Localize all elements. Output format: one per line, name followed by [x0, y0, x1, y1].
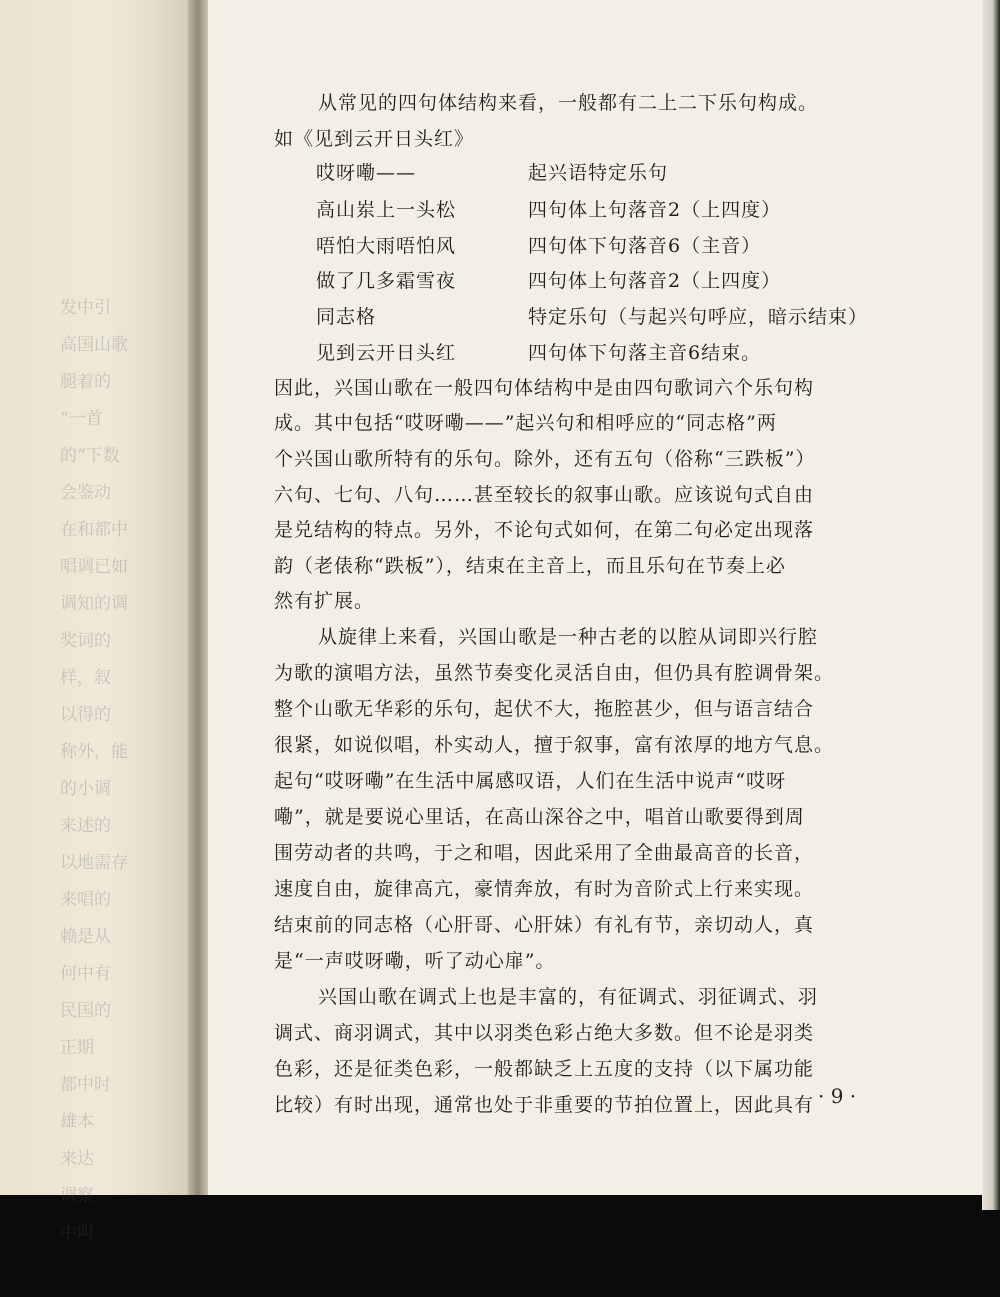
song-lyric: 做了几多霜雪夜: [316, 270, 457, 292]
bleed-line: 都中时: [60, 1075, 111, 1095]
text-line: 兴国山歌在调式上也是丰富的，有征调式、羽征调式、羽: [318, 986, 819, 1008]
left-page: [0, 0, 196, 1243]
bleed-line: 高国山歌: [60, 335, 128, 355]
text-line: 比较）有时出现，通常也处于非重要的节拍位置上，因此具有: [274, 1094, 815, 1116]
bleed-line: 来唱的: [60, 890, 111, 910]
text-line: 因此，兴国山歌在一般四句体结构中是由四句歌词六个乐句构: [274, 377, 815, 399]
song-lyric: 同志格: [316, 306, 377, 328]
bleed-line: 腿着的: [60, 372, 111, 392]
bleed-line: 调知的调: [60, 594, 128, 614]
song-note: 四句体下句落音6（主音）: [528, 235, 762, 257]
bleed-line: 在和都中: [60, 520, 128, 540]
bleed-line: 中叫: [60, 1223, 94, 1243]
song-lyric: 哎呀嘞——: [316, 162, 417, 184]
text-line: 起句“哎呀嘞”在生活中属感叹语，人们在生活中说声“哎呀: [274, 770, 787, 792]
bleed-line: 样，叙: [60, 668, 111, 688]
left-page-bleed-text: [60, 290, 190, 1252]
text-line: 如《见到云开日头红》: [274, 128, 475, 150]
bleed-line: 正期: [60, 1038, 94, 1058]
bleed-line: 称外，能: [60, 742, 128, 762]
bleed-line: 来述的: [60, 816, 111, 836]
bleed-line: 以地需存: [60, 853, 128, 873]
text-line: 个兴国山歌所特有的乐句。除外，还有五句（俗称“三跌板”）: [274, 448, 816, 470]
bleed-line: 赖是从: [60, 927, 111, 947]
bleed-line: 的小调: [60, 779, 111, 799]
text-line: 六句、七句、八句……甚至较长的叙事山歌。应该说句式自由: [274, 484, 815, 506]
bleed-line: 雄本: [60, 1112, 94, 1132]
text-line: 从旋律上来看，兴国山歌是一种古老的以腔从词即兴行腔: [318, 626, 819, 648]
bleed-line: 发中引: [60, 298, 111, 318]
song-note: 四句体上句落音2（上四度）: [528, 199, 782, 221]
page-number: · 9 ·: [818, 1084, 857, 1108]
bleed-line: 调察: [60, 1186, 94, 1206]
text-line: 围劳动者的共鸣，于之和唱，因此采用了全曲最高音的长音，: [274, 842, 815, 864]
book-gutter: [188, 0, 210, 1195]
text-line: 调式、商羽调式，其中以羽类色彩占绝大多数。但不论是羽类: [274, 1022, 815, 1044]
bleed-line: 来达: [60, 1149, 94, 1169]
bleed-line: “一首: [60, 409, 103, 429]
bleed-line: 奖词的: [60, 631, 111, 651]
text-line: 很紧，如说似唱，朴实动人，擅于叙事，富有浓厚的地方气息。: [274, 734, 835, 756]
text-line: 结束前的同志格（心肝哥、心肝妹）有礼有节，亲切动人，真: [274, 914, 815, 936]
song-lyric: 见到云开日头红: [316, 342, 457, 364]
bleed-line: 唱调已如: [60, 557, 128, 577]
bleed-line: 以得的: [60, 705, 111, 725]
song-note: 四句体下句落主音6结束。: [528, 342, 762, 364]
text-line: 整个山歌无华彩的乐句，起伏不大，拖腔甚少，但与语言结合: [274, 698, 815, 720]
text-line: 韵（老俵称“跌板”），结束在主音上，而且乐句在节奏上必: [274, 555, 786, 577]
bleed-line: 何中有: [60, 964, 111, 984]
song-lyric: 唔怕大雨唔怕风: [316, 235, 457, 257]
bleed-line: 会鉴动: [60, 483, 111, 503]
text-line: 成。其中包括“哎呀嘞——”起兴句和相呼应的“同志格”两: [274, 412, 777, 434]
song-note: 特定乐句（与起兴句呼应，暗示结束）: [528, 306, 869, 328]
text-line: 速度自由，旋律高亢，豪情奔放，有时为音阶式上行来实现。: [274, 878, 815, 900]
text-line: 是兑结构的特点。另外，不论句式如何，在第二句必定出现落: [274, 519, 815, 541]
text-line: 嘞”，就是要说心里话，在高山深谷之中，唱首山歌要得到周: [274, 806, 805, 828]
song-note: 起兴语特定乐句: [528, 162, 669, 184]
text-line: 是“一声哎呀嘞，听了动心扉”。: [274, 950, 556, 972]
text-line: 然有扩展。: [274, 590, 375, 612]
bleed-line: 的“下数: [60, 446, 120, 466]
text-line: 为歌的演唱方法，虽然节奏变化灵活自由，但仍具有腔调骨架。: [274, 662, 835, 684]
bleed-line: 民国的: [60, 1001, 111, 1021]
song-lyric: 高山岽上一头松: [316, 199, 457, 221]
text-line: 色彩，还是征类色彩，一般都缺乏上五度的支持（以下属功能: [274, 1058, 815, 1080]
page-edge: [982, 0, 1000, 1210]
song-note: 四句体上句落音2（上四度）: [528, 270, 782, 292]
text-line: 从常见的四句体结构来看，一般都有二上二下乐句构成。: [318, 92, 819, 114]
